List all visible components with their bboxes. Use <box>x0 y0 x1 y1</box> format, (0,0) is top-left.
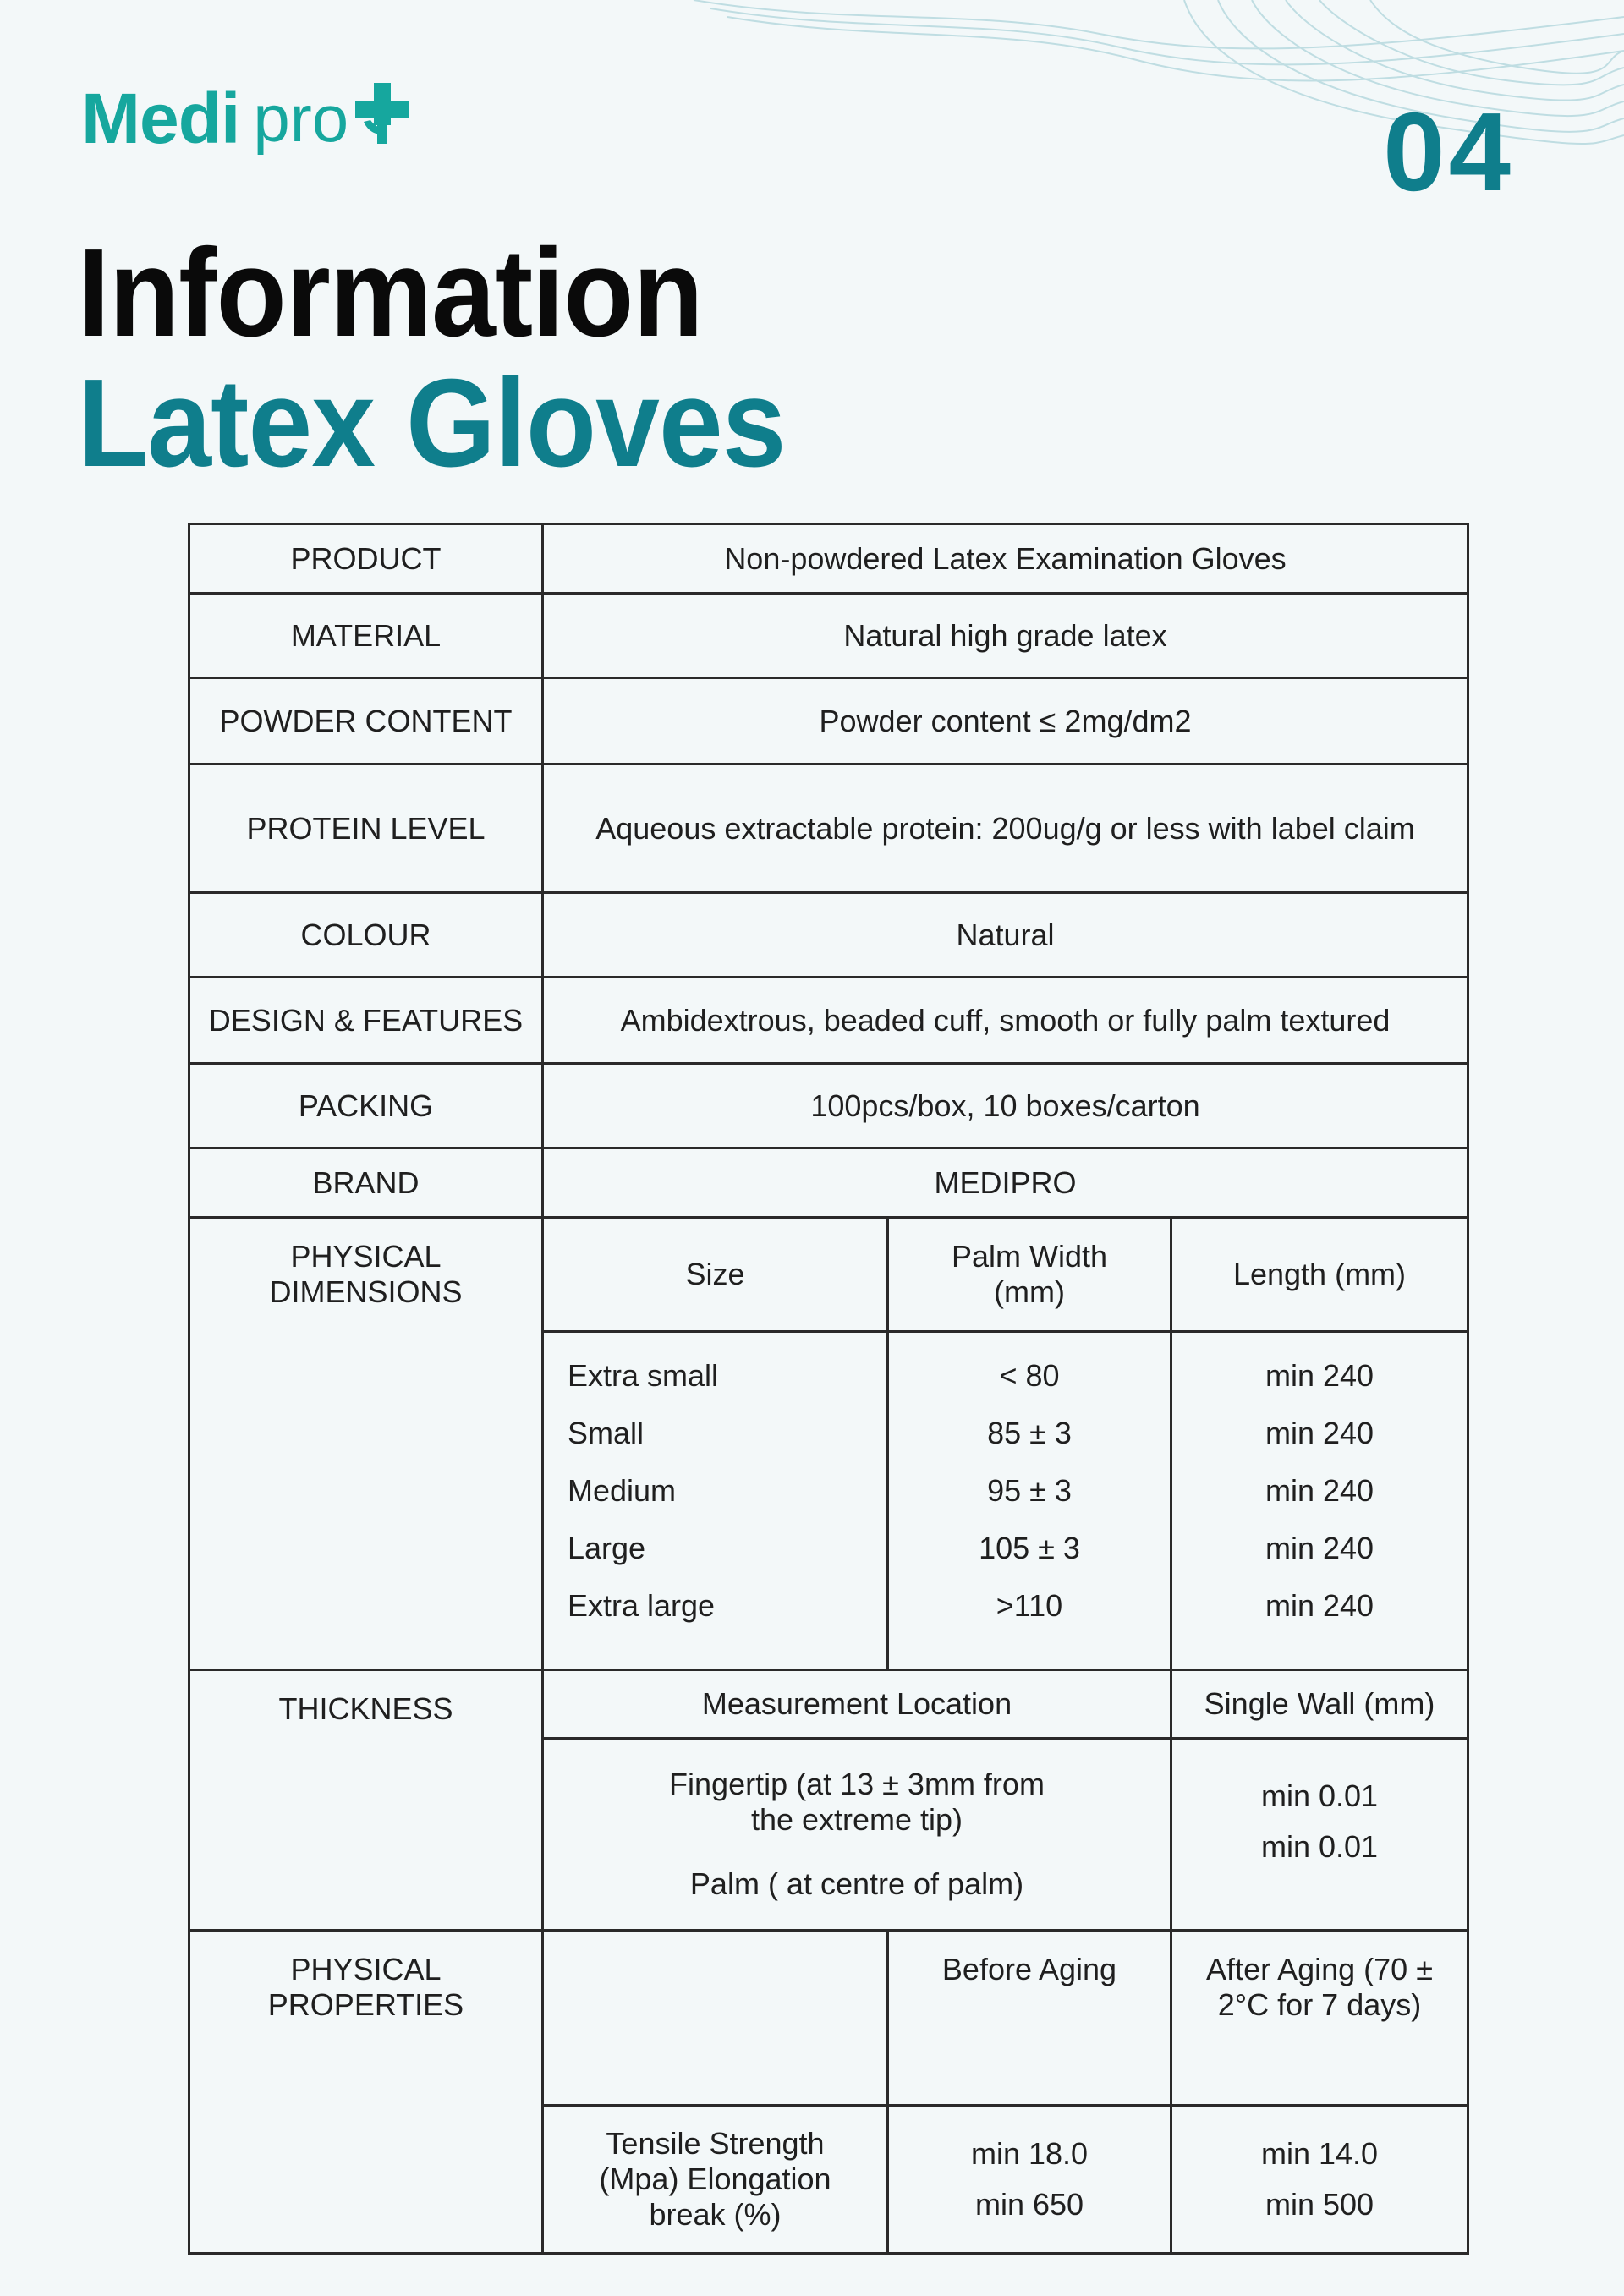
properties-label: PHYSICAL PROPERTIES <box>189 1931 543 2254</box>
properties-before-cell <box>888 2106 1171 2254</box>
list-item: min 240 <box>1265 1416 1374 1450</box>
brand-label: BRAND <box>189 1148 543 1218</box>
dimensions-length-cell <box>1171 1332 1468 1670</box>
table-row <box>189 1670 1468 1739</box>
table-row <box>189 594 1468 678</box>
thickness-value-cell <box>1171 1739 1468 1931</box>
properties-after-header: After Aging (70 ± 2°C for 7 days) <box>1171 1931 1468 2106</box>
dimensions-palm-cell <box>888 1332 1171 1670</box>
properties-after-cell <box>1171 2106 1468 2254</box>
list-item: Palm ( at centre of palm) <box>689 1866 1024 1901</box>
list-item: Fingertip (at 13 ± 3mm from the extreme tip) <box>669 1767 1045 1837</box>
list-item: < 80 <box>999 1358 1060 1393</box>
size-list <box>554 1358 876 1624</box>
dimensions-label: PHYSICAL DIMENSIONS <box>189 1218 543 1670</box>
powder-label: POWDER CONTENT <box>189 678 543 764</box>
list-item: >110 <box>996 1588 1063 1623</box>
list-item: min 240 <box>1265 1473 1374 1508</box>
colour-value: Natural <box>543 893 1468 978</box>
length-list <box>1182 1358 1457 1624</box>
properties-empty-header <box>543 1931 888 2106</box>
title-information: Information <box>78 223 703 363</box>
material-label: MATERIAL <box>189 594 543 678</box>
dimensions-size-cell <box>543 1332 888 1670</box>
table-row <box>189 764 1468 893</box>
properties-row-label: Tensile Strength (Mpa) Elongation break (%) <box>543 2106 888 2254</box>
design-value: Ambidextrous, beaded cuff, smooth or fully palm textured <box>543 978 1468 1064</box>
list-item: min 240 <box>1265 1358 1374 1393</box>
list-item: min 0.01 <box>1260 1829 1379 1864</box>
powder-value: Powder content ≤ 2mg/dm2 <box>543 678 1468 764</box>
medical-cross-icon <box>355 83 409 144</box>
colour-label: COLOUR <box>189 893 543 978</box>
title-latex-gloves: Latex Gloves <box>78 353 786 493</box>
table-row <box>189 1931 1468 2106</box>
table-row <box>189 1064 1468 1148</box>
design-label: DESIGN & FEATURES <box>189 978 543 1064</box>
packing-label: PACKING <box>189 1064 543 1148</box>
list-item: min 500 <box>1265 2187 1374 2222</box>
thickness-value-list <box>1182 1778 1457 1865</box>
palm-list <box>899 1358 1160 1624</box>
after-list <box>1182 2136 1457 2222</box>
location-list <box>645 1767 1068 1902</box>
list-item: 85 ± 3 <box>987 1416 1072 1450</box>
table-row <box>189 1218 1468 1332</box>
protein-value: Aqueous extractable protein: 200ug/g or less with label claim <box>543 764 1468 893</box>
product-value: Non-powdered Latex Examination Gloves <box>543 524 1468 594</box>
list-item: min 18.0 <box>970 2136 1089 2171</box>
list-item: 105 ± 3 <box>979 1531 1080 1565</box>
page-number: 04 <box>1383 90 1514 214</box>
table-row <box>189 978 1468 1064</box>
logo-pro-text: pro <box>253 81 349 156</box>
list-item: Large <box>568 1531 646 1565</box>
table-row <box>189 524 1468 594</box>
brand-logo <box>81 78 409 160</box>
list-item: min 240 <box>1265 1588 1374 1623</box>
thickness-label: THICKNESS <box>189 1670 543 1931</box>
properties-before-header: Before Aging <box>888 1931 1171 2106</box>
list-item: 95 ± 3 <box>987 1473 1072 1508</box>
thickness-location-cell <box>543 1739 1171 1931</box>
dimensions-size-header: Size <box>543 1218 888 1332</box>
list-item: Extra large <box>568 1588 716 1623</box>
table-row <box>189 678 1468 764</box>
table-row <box>189 893 1468 978</box>
table-row <box>189 1148 1468 1218</box>
list-item: Medium <box>568 1473 677 1508</box>
list-item: min 240 <box>1265 1531 1374 1565</box>
list-item: Extra small <box>568 1358 719 1393</box>
thickness-location-header: Measurement Location <box>543 1670 1171 1739</box>
product-label: PRODUCT <box>189 524 543 594</box>
list-item: min 14.0 <box>1260 2136 1379 2171</box>
logo-medi-text: Medi <box>81 79 240 158</box>
packing-value: 100pcs/box, 10 boxes/carton <box>543 1064 1468 1148</box>
dimensions-length-header: Length (mm) <box>1171 1218 1468 1332</box>
before-list <box>899 2136 1160 2222</box>
spec-table <box>188 523 1469 2255</box>
dimensions-palm-header: Palm Width (mm) <box>888 1218 1171 1332</box>
protein-label: PROTEIN LEVEL <box>189 764 543 893</box>
brand-value: MEDIPRO <box>543 1148 1468 1218</box>
list-item: min 650 <box>974 2187 1084 2222</box>
list-item: Small <box>568 1416 645 1450</box>
thickness-wall-header: Single Wall (mm) <box>1171 1670 1468 1739</box>
list-item: min 0.01 <box>1260 1778 1379 1813</box>
material-value: Natural high grade latex <box>543 594 1468 678</box>
